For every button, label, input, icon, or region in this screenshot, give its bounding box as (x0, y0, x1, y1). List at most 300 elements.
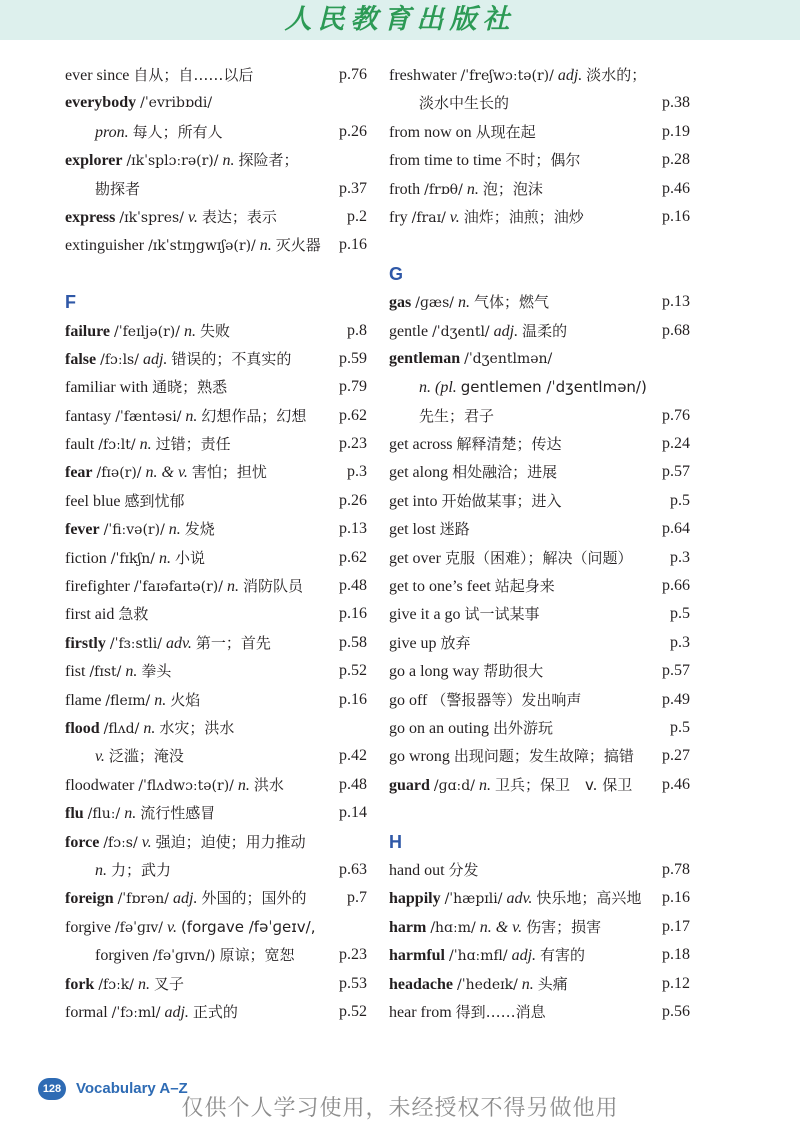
page-ref: p.63 (336, 856, 367, 884)
definition: 出现问题；发生故障；搞错 (453, 747, 634, 766)
phonetic: /fəˈɡɪvn/) (152, 948, 216, 965)
definition: 表达；表示 (201, 207, 277, 226)
page-ref: p.53 (336, 970, 367, 998)
vocab-entry (389, 430, 690, 458)
vocab-entry (65, 458, 367, 486)
phonetic: /fɪə(r)/ (96, 465, 142, 482)
page-ref: p.28 (659, 146, 690, 174)
vocab-entry (65, 828, 367, 856)
headword: guard (389, 776, 430, 794)
page-ref: p.16 (659, 884, 690, 912)
definition: 力；武力 (111, 860, 172, 879)
phonetic: /fəˈɡɪv/ (114, 919, 164, 936)
vocab-entry (389, 487, 690, 515)
definition: gentlemen /ˈdʒentlmən/) (460, 378, 647, 397)
phonetic: /ɪkˈstɪŋɡwɪʃə(r)/ (148, 238, 256, 255)
page-ref: p.66 (659, 572, 690, 600)
vocab-entry (389, 941, 690, 969)
vocab-entry (65, 373, 367, 401)
headword: gentleman (389, 349, 461, 367)
page-ref: p.76 (336, 61, 367, 89)
part-of-speech: n. (124, 805, 137, 823)
definition: 淡水的； (586, 66, 647, 84)
phonetic: /ˈfɒrən/ (117, 891, 170, 908)
part-of-speech: n. (143, 719, 156, 737)
entry-continuation (389, 373, 690, 401)
definition: 失败 (199, 321, 230, 340)
vocab-entry (65, 430, 367, 458)
headword: headache (389, 975, 453, 993)
phonetic: /ˈfɪkʃn/ (110, 550, 156, 567)
vocab-entry (65, 970, 367, 998)
vocab-entry (65, 402, 367, 430)
entry-continuation (389, 402, 690, 430)
page-ref: p.3 (344, 458, 367, 486)
headword: happily (389, 890, 441, 908)
definition: 油炸；油煎；油炒 (463, 207, 584, 226)
definition: 水灾；洪水 (159, 718, 235, 737)
headword: get to one’s feet (389, 578, 491, 596)
part-of-speech: n. (226, 578, 239, 596)
part-of-speech: v. (449, 208, 460, 226)
headword: extinguisher (65, 237, 145, 255)
headword: failure (65, 322, 111, 340)
headword: get along (389, 464, 449, 482)
headword: floodwater (65, 776, 135, 794)
definition: 气体；燃气 (473, 293, 549, 312)
phonetic: /ˈevribɒdi/ (140, 95, 213, 112)
definition: 第一；首先 (195, 633, 271, 652)
vocab-entry (389, 771, 690, 799)
vocab-entry (389, 742, 690, 770)
page-ref: p.12 (659, 970, 690, 998)
page-ref: p.37 (336, 175, 367, 203)
phonetic: /ˈfeɪljə(r)/ (114, 323, 180, 340)
spacer (389, 799, 690, 827)
definition: 淡水中生长的 (419, 94, 510, 113)
definition: 正式的 (192, 1002, 238, 1021)
phonetic: /frɒθ/ (424, 181, 463, 198)
definition: （警报器等）发出响声 (431, 690, 582, 709)
page-ref: p.76 (659, 402, 690, 430)
letter-heading: F (65, 292, 76, 313)
part-of-speech: adj. (164, 1003, 189, 1021)
page-ref: p.23 (336, 430, 367, 458)
part-of-speech: n. (pl. (419, 379, 457, 397)
phonetic: /ˈhæpɪli/ (444, 891, 503, 908)
definition: 消防队员 (242, 577, 303, 596)
vocab-entry (65, 345, 367, 373)
headword: get across (389, 436, 453, 454)
definition: 害怕；担忧 (191, 463, 267, 482)
page-ref: p.7 (344, 884, 367, 912)
definition: 洪水 (253, 775, 284, 794)
definition: 急救 (118, 605, 149, 624)
headword: first aid (65, 606, 115, 624)
vocab-entry (389, 175, 690, 203)
definition: 探险者； (238, 151, 299, 170)
phonetic: /fɔːlt/ (98, 437, 136, 454)
definition: 分发 (448, 860, 479, 879)
vocab-entry (389, 714, 690, 742)
headword: gentle (389, 322, 429, 340)
definition: 从现在起 (475, 122, 536, 141)
definition: 卫兵；保卫 v. 保卫 (494, 775, 633, 794)
part-of-speech: n. (478, 776, 491, 794)
headword: fork (65, 975, 95, 993)
headword: get into (389, 492, 438, 510)
part-of-speech: n. (185, 407, 198, 425)
headword: force (65, 833, 100, 851)
vocab-entry (65, 89, 367, 117)
headword: forgive (65, 918, 111, 936)
definition: 小说 (175, 548, 206, 567)
headword: explorer (65, 152, 123, 170)
headword: from now on (389, 123, 472, 141)
phonetic: /fɪst/ (89, 664, 122, 681)
definition: 原谅；宽恕 (219, 946, 295, 965)
page-ref: p.5 (667, 487, 690, 515)
vocab-entry (65, 544, 367, 572)
page-ref: p.3 (667, 629, 690, 657)
definition: 流行性感冒 (140, 804, 216, 823)
entry-continuation (65, 941, 367, 969)
phonetic: /ˈhedeɪk/ (457, 976, 518, 993)
vocab-entry (65, 231, 367, 259)
vocab-entry (65, 771, 367, 799)
page-ref: p.52 (336, 657, 367, 685)
part-of-speech: v. (95, 748, 105, 766)
vocab-entry (65, 657, 367, 685)
vocab-entry (389, 458, 690, 486)
part-of-speech: pron. (95, 123, 129, 141)
part-of-speech: n. (222, 152, 235, 170)
vocab-entry (389, 345, 690, 373)
phonetic: /fɔːs/ (103, 834, 138, 851)
part-of-speech: n. (95, 861, 107, 879)
headword: fantasy (65, 407, 112, 425)
headword: false (65, 350, 97, 368)
page-ref: p.46 (659, 771, 690, 799)
definition: 克服（困难）；解决（问题） (444, 548, 633, 567)
page-ref: p.14 (336, 799, 367, 827)
headword: foreign (65, 890, 114, 908)
headword: flu (65, 805, 84, 823)
spacer (65, 260, 367, 288)
headword: harm (389, 918, 427, 936)
left-column (65, 61, 367, 1026)
vocab-entry (65, 714, 367, 742)
phonetic: /ˈfɜːstli/ (109, 635, 162, 652)
definition: 解释清楚；传达 (456, 435, 562, 454)
part-of-speech: v. (167, 918, 177, 936)
headword: from time to time (389, 152, 502, 170)
vocab-entry (389, 913, 690, 941)
headword: froth (389, 180, 421, 198)
part-of-speech: n. (154, 691, 167, 709)
part-of-speech: n. (183, 322, 196, 340)
headword: express (65, 208, 116, 226)
part-of-speech: n. & v. (145, 464, 188, 482)
vocab-entry (389, 118, 690, 146)
page-ref: p.27 (659, 742, 690, 770)
phonetic: /ˈfreʃwɔːtə(r)/ (460, 68, 554, 84)
vocab-entry (389, 629, 690, 657)
entry-continuation (389, 89, 690, 117)
vocab-entry (65, 600, 367, 628)
phonetic: /ˈdʒentlmən/ (464, 350, 553, 367)
definition: 有害的 (540, 946, 586, 965)
definition: 站起身来 (494, 577, 555, 596)
definition: 灭火器 (275, 236, 321, 255)
headword: ever since (65, 67, 130, 84)
vocab-entry (389, 856, 690, 884)
vocab-entry (389, 884, 690, 912)
part-of-speech: n. (521, 975, 534, 993)
page-ref: p.62 (336, 402, 367, 430)
vocab-entry (65, 686, 367, 714)
page-ref: p.62 (336, 544, 367, 572)
page-ref: p.5 (667, 600, 690, 628)
part-of-speech: v. (187, 208, 198, 226)
phonetic: /ɡɑːd/ (433, 777, 475, 794)
definition: 过错；责任 (155, 435, 231, 454)
headword: fist (65, 663, 86, 681)
vocab-entry (65, 799, 367, 827)
part-of-speech: adj. (557, 67, 583, 84)
definition: 得到……消息 (455, 1002, 546, 1021)
definition: 先生；君子 (419, 406, 495, 425)
phonetic: /fɔːk/ (98, 976, 134, 993)
vocab-entry (65, 146, 367, 174)
vocab-entry (65, 203, 367, 231)
part-of-speech: n. (139, 436, 152, 454)
phonetic: /ˈfiːvə(r)/ (103, 522, 165, 539)
spacer (389, 231, 690, 259)
definition: 不时；偶尔 (505, 151, 581, 170)
definition: 泡；泡沫 (482, 179, 543, 198)
page-ref: p.79 (336, 373, 367, 401)
headword: fear (65, 464, 93, 482)
part-of-speech: n. (237, 776, 250, 794)
right-column (389, 61, 690, 1026)
page-ref: p.3 (667, 544, 690, 572)
page-ref: p.52 (336, 998, 367, 1026)
entry-continuation (65, 175, 367, 203)
definition: 错误的；不真实的 (171, 349, 292, 368)
page-ref: p.78 (659, 856, 690, 884)
vocab-entry (65, 61, 367, 89)
page-ref: p.13 (336, 515, 367, 543)
vocab-entry (389, 317, 690, 345)
phonetic: /fluː/ (87, 806, 121, 823)
definition: 发烧 (184, 520, 215, 539)
definition: 勘探者 (95, 179, 141, 198)
page-ref: p.26 (336, 487, 367, 515)
phonetic: /ˈfɔːml/ (111, 1004, 161, 1021)
headword: hand out (389, 861, 445, 879)
page-ref: p.23 (336, 941, 367, 969)
page-ref: p.2 (344, 203, 367, 231)
publisher-logo: 人民教育出版社 (284, 4, 516, 35)
vocab-entry (65, 317, 367, 345)
phonetic: /ˈdʒentl/ (432, 323, 490, 340)
part-of-speech: n. (159, 549, 172, 567)
vocab-entry (389, 998, 690, 1026)
definition: 外国的；国外的 (201, 889, 307, 908)
page-ref: p.16 (336, 600, 367, 628)
phonetic: /fleɪm/ (105, 692, 151, 709)
part-of-speech: v. (141, 833, 152, 851)
headword: give up (389, 634, 437, 652)
page-ref: p.16 (336, 686, 367, 714)
page-ref: p.58 (336, 629, 367, 657)
definition: 迷路 (439, 520, 470, 539)
headword: fiction (65, 549, 107, 567)
vocab-entry (65, 913, 367, 941)
vocab-entry (65, 998, 367, 1026)
definition: 泛滥；淹没 (108, 747, 184, 766)
page-ref: p.68 (659, 317, 690, 345)
page-ref: p.13 (659, 288, 690, 316)
page-ref: p.16 (336, 231, 367, 259)
page-ref: p.59 (336, 345, 367, 373)
vocab-entry (389, 657, 690, 685)
headword: formal (65, 1003, 108, 1021)
definition: 伤害；损害 (526, 917, 602, 936)
headword: firstly (65, 634, 106, 652)
vocab-entry (389, 600, 690, 628)
vocab-entry (65, 515, 367, 543)
page-ref: p.38 (659, 89, 690, 117)
part-of-speech: adj. (493, 322, 519, 340)
headword: firefighter (65, 578, 130, 596)
vocab-entry (389, 61, 690, 89)
page-ref: p.17 (659, 913, 690, 941)
page-ref: p.57 (659, 458, 690, 486)
phonetic: /flʌd/ (103, 720, 140, 737)
watermark: 仅供个人学习使用，未经授权不得另做他用 (181, 1096, 619, 1121)
headword: fault (65, 436, 95, 454)
definition: 放弃 (440, 633, 471, 652)
headword: feel blue (65, 492, 121, 510)
phonetic: /ˈhɑːmfl/ (449, 948, 508, 965)
page-ref: p.48 (336, 572, 367, 600)
part-of-speech: n. (457, 294, 470, 312)
page-ref: p.64 (659, 515, 690, 543)
definition: (forgave /fəˈɡeɪv/, (180, 917, 316, 936)
vocab-entry (65, 629, 367, 657)
definition: 试一试某事 (464, 605, 540, 624)
headword: go off (389, 691, 428, 709)
vocab-entry (389, 572, 690, 600)
headword: go on an outing (389, 719, 489, 737)
headword: harmful (389, 947, 445, 965)
headword: hear from (389, 1003, 452, 1021)
phonetic: /ˈfæntəsi/ (115, 408, 182, 425)
headword: get over (389, 549, 441, 567)
definition: 火焰 (170, 690, 201, 709)
vocab-entry (389, 686, 690, 714)
headword: familiar with (65, 379, 149, 397)
part-of-speech: n. (168, 521, 181, 539)
phonetic: /ˈfaɪəfaɪtə(r)/ (133, 579, 223, 596)
headword: get lost (389, 521, 436, 539)
vocab-entry (389, 544, 690, 572)
part-of-speech: n. (137, 975, 150, 993)
headword: fry (389, 208, 408, 226)
definition: 温柔的 (522, 321, 568, 340)
entry-continuation (65, 742, 367, 770)
vocab-entry (389, 970, 690, 998)
definition: 感到忧郁 (124, 491, 185, 510)
phonetic: /ɪkˈsplɔːrə(r)/ (126, 153, 219, 170)
phonetic: /ɪkˈspres/ (119, 209, 184, 226)
headword: everybody (65, 94, 137, 112)
part-of-speech: n. (259, 237, 272, 255)
definition: 出外游玩 (493, 718, 554, 737)
page-ref: p.42 (336, 742, 367, 770)
vocab-entry (389, 203, 690, 231)
page-ref: p.26 (336, 118, 367, 146)
page-ref: p.5 (667, 714, 690, 742)
letter-heading: H (389, 831, 402, 852)
definition: 每人；所有人 (132, 122, 223, 141)
page-ref: p.24 (659, 430, 690, 458)
definition: 拳头 (141, 662, 172, 681)
part-of-speech: adv. (165, 634, 192, 652)
vocab-entry (65, 487, 367, 515)
headword: freshwater (389, 67, 457, 84)
phonetic: /fɔːls/ (100, 351, 139, 368)
headword: give it a go (389, 606, 461, 624)
definition: 快乐地；高兴地 (536, 889, 642, 908)
definition: 通晓；熟悉 (152, 378, 228, 397)
part-of-speech: n. & v. (479, 918, 523, 936)
vocab-entry (65, 884, 367, 912)
definition: 头痛 (537, 974, 568, 993)
page-ref: p.56 (659, 998, 690, 1026)
definition: 幻想作品；幻想 (201, 406, 307, 425)
definition: 开始做某事；进入 (441, 491, 562, 510)
phonetic: /ɡæs/ (415, 295, 454, 312)
page-ref: p.49 (659, 686, 690, 714)
page-ref: p.8 (344, 317, 367, 345)
part-of-speech: adv. (506, 890, 533, 908)
definition: 相处融洽；进展 (452, 463, 558, 482)
definition: 叉子 (153, 974, 184, 993)
page-ref: p.46 (659, 175, 690, 203)
headword: go wrong (389, 748, 450, 766)
entry-continuation (65, 118, 367, 146)
part-of-speech: adj. (511, 947, 537, 965)
phonetic: /fraɪ/ (411, 209, 446, 226)
phonetic: /hɑːm/ (430, 919, 476, 936)
letter-heading: G (389, 263, 404, 284)
definition: 自从；自……以后 (133, 66, 254, 84)
definition: 强迫；迫使；用力推动 (155, 832, 306, 851)
phonetic: /ˈflʌdwɔːtə(r)/ (138, 777, 234, 794)
part-of-speech: adj. (173, 890, 198, 908)
page-ref: p.18 (659, 941, 690, 969)
headword: flood (65, 719, 100, 737)
section-label: Vocabulary A–Z (76, 1080, 188, 1097)
headword: go a long way (389, 663, 480, 681)
vocab-entry (65, 572, 367, 600)
page-ref: p.48 (336, 771, 367, 799)
headword: forgiven (95, 947, 149, 965)
headword: fever (65, 521, 100, 539)
